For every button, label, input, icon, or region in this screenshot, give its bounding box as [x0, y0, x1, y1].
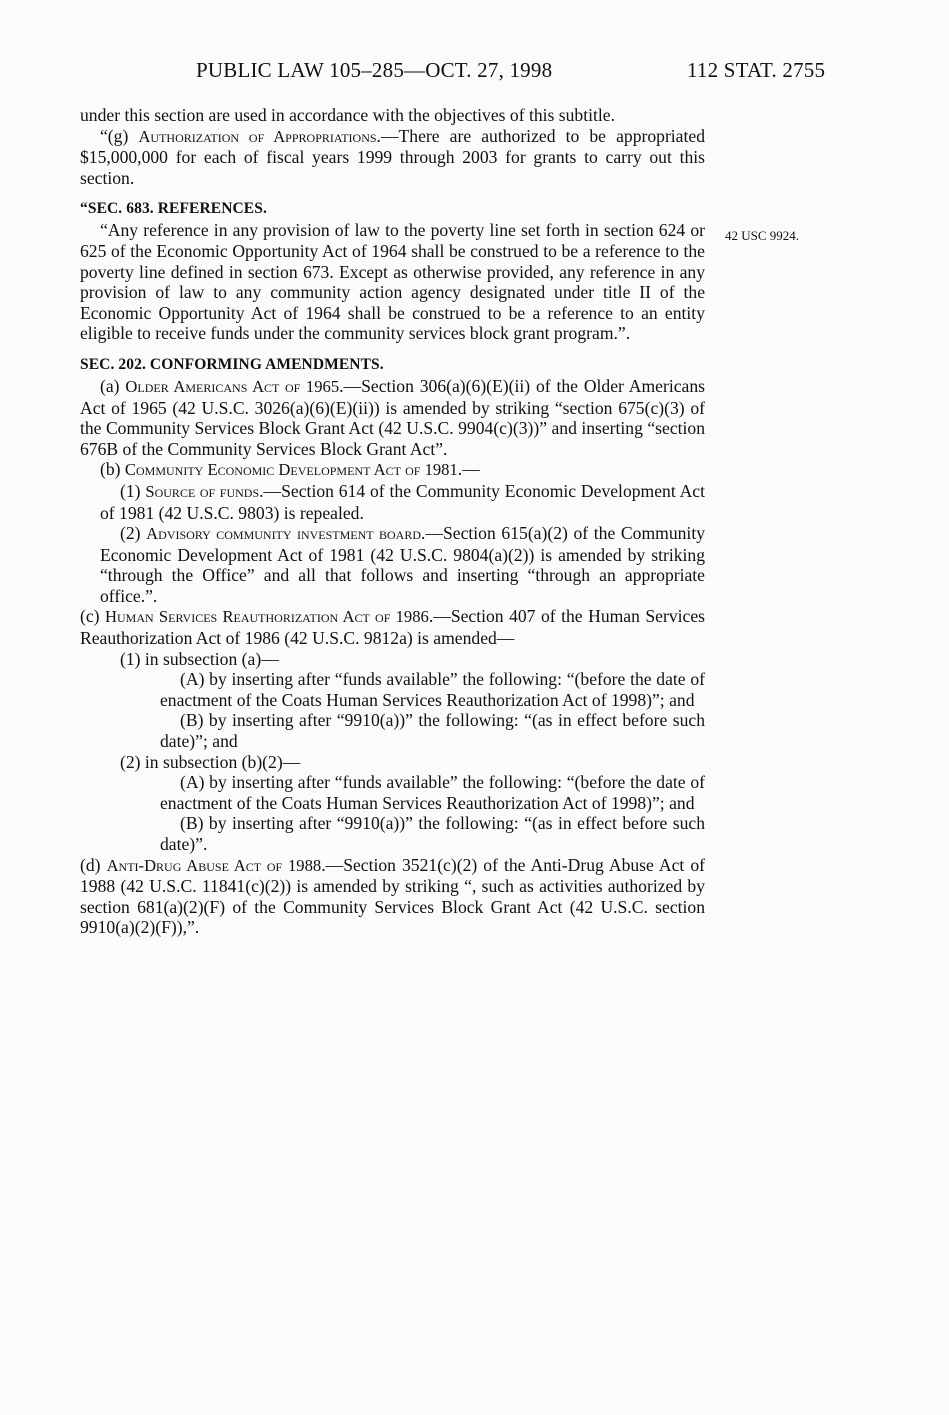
paragraph-c1: (1) in subsection (a)— [120, 648, 279, 669]
text: .—There are authorized to be appropriated $15,000,000 for each of fiscal years 1999 through 2003 for grants to carry out this section. [80, 125, 705, 188]
heading-advisory-board: Advisory community investment board [146, 524, 422, 544]
text: (2) [120, 523, 147, 544]
heading-human-services: Human Services Reauthorization Act of 1986 [105, 607, 429, 627]
heading-authorization: Authorization of Appropriations [138, 126, 377, 146]
page-body [80, 105, 705, 938]
heading-community-economic: Community Economic Development Act of 1981 [124, 460, 458, 480]
paragraph-c [80, 606, 705, 648]
text: .— [457, 459, 480, 480]
paragraph-b2 [80, 523, 705, 606]
paragraph-d [80, 855, 705, 938]
paragraph-c2a: (A) by inserting after “funds available” the following: “(before the date of enactment of the Coats Human Services Reauthorization Act of 1998)”; and [160, 772, 705, 813]
text: .—Section 306(a)(6)(E)(ii) of the Older Americans Act of 1965 (42 U.S.C. 3026(a)(6)(E)(ii)) is amended by striking “section 675(c)(3) of the Community Services Block Grant Act (42 U.S.C. 9904(c)(3))” and inserting “section 676B of the Community Services Block Grant Act”. [80, 375, 705, 459]
text: (b) [100, 459, 125, 480]
paragraph-continuation: under this section are used in accordance with the objectives of this subtitle. [80, 105, 615, 125]
header-public-law: PUBLIC LAW 105–285—OCT. 27, 1998 [196, 58, 553, 82]
text: (c) [80, 606, 106, 627]
text: “(g) [100, 125, 139, 146]
paragraph-a [80, 376, 705, 459]
text: .—Section 3521(c)(2) of the Anti-Drug Abuse Act of 1988 (42 U.S.C. 11841(c)(2)) is amended by striking “, such as activities authorized by section 681(a)(2)(F) of the Community Services Block Grant Act (42 U.S.C. section 9910(a)(2)(F)),”. [80, 854, 705, 938]
text: .—Section 615(a)(2) of the Community Economic Development Act of 1981 (42 U.S.C. 9804(a)(2)) is amended by striking “through the Office” and all that follows and inserting “through an appropriate office.”. [100, 523, 706, 606]
text: (d) [80, 854, 107, 875]
heading-source-of-funds: Source of funds [145, 481, 260, 501]
paragraph-b [80, 459, 705, 481]
header-stat-page: 112 STAT. 2755 [687, 58, 826, 82]
paragraph-c2: (2) in subsection (b)(2)— [120, 751, 301, 772]
running-header [0, 58, 949, 88]
margin-note-usc: 42 USC 9924. [725, 228, 800, 243]
heading-anti-drug: Anti-Drug Abuse Act of 1988 [106, 855, 322, 875]
heading-older-americans: Older Americans Act of 1965 [125, 376, 340, 396]
text: .—Section 614 of the Community Economic Development Act of 1981 (42 U.S.C. 9803) is repealed. [100, 480, 705, 523]
section-heading-683: “SEC. 683. REFERENCES. [80, 200, 267, 218]
text: .—Section 407 of the Human Services Reauthorization Act of 1986 (42 U.S.C. 9812a) is amended— [80, 606, 705, 649]
paragraph-c2b: (B) by inserting after “9910(a))” the following: “(as in effect before such date)”. [160, 813, 705, 854]
section-heading-202: SEC. 202. CONFORMING AMENDMENTS. [80, 355, 384, 373]
paragraph-c1b: (B) by inserting after “9910(a))” the following: “(as in effect before such date)”; and [160, 710, 705, 752]
paragraph-references: “Any reference in any provision of law to the poverty line set forth in section 624 or 625 of the Economic Opportunity Act of 1964 shall be construed to be a reference to the poverty line defined in section 673. Except as otherwise provided, any reference in any provision of law to any community action agency designated under title II of the Economic Opportunity Act of 1964 shall be construed to be a reference to an entity eligible to receive funds under the community services block grant program.”. [80, 220, 705, 344]
text: (a) [100, 375, 126, 396]
paragraph-authorization [80, 126, 705, 189]
paragraph-b1 [80, 481, 705, 523]
paragraph-c1a: (A) by inserting after “funds available” the following: “(before the date of enactment of the Coats Human Services Reauthorization Act of 1998)”; and [160, 669, 705, 710]
text: (1) [120, 480, 146, 501]
